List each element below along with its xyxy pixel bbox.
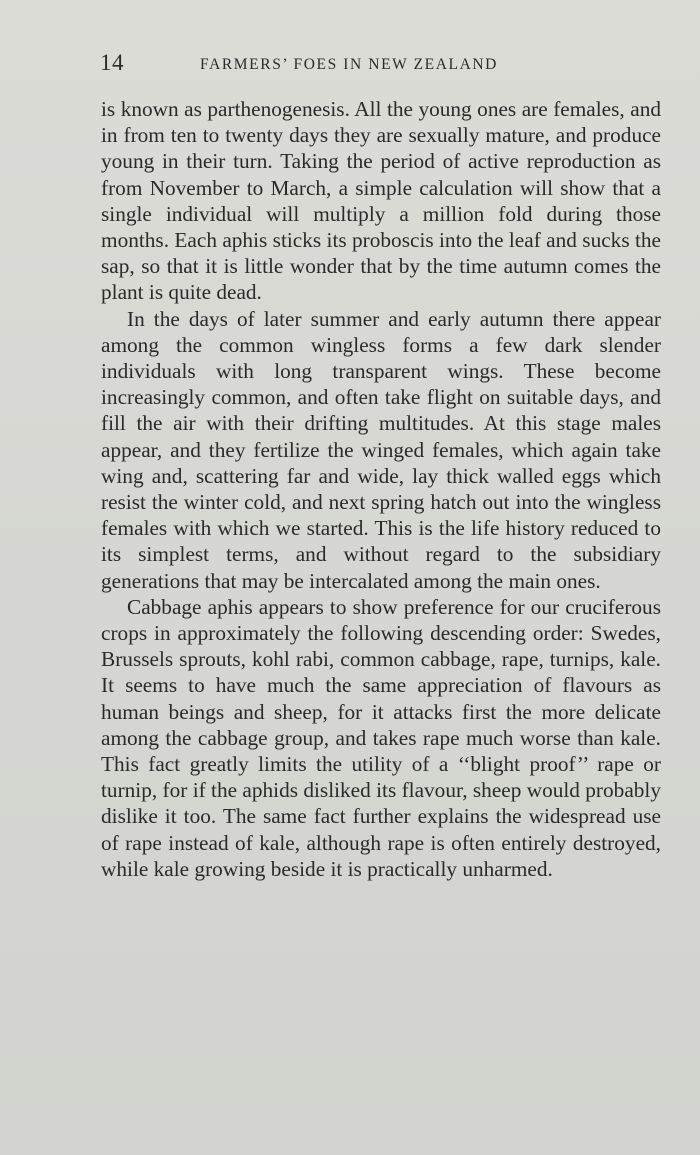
body-text <box>101 96 661 882</box>
paragraph-1: is known as parthenogenesis. All the young ones are females, and in from ten to twenty days they are sexually mature, and produce young in their turn. Taking the period of active reproduction as from November to March, a simple calculation will show that a single individual will multiply a million fold during those months. Each aphis sticks its proboscis into the leaf and sucks the sap, so that it is little wonder that by the time autumn comes the plant is quite dead. <box>101 97 661 305</box>
paragraph-3: Cabbage aphis appears to show preference for our cruciferous crops in approximately the following descending order: Swedes, Brussels sprouts, kohl rabi, common cabbage, rape, turnips, kale. It seems to have much the same appreciation of flavours as human beings and sheep, for it attacks first the more delicate among the cabbage group, and takes rape much worse than kale. This fact greatly limits the utility of a ‘‘blight proof’’ rape or turnip, for if the aphids disliked its flavour, sheep would probably dislike it too. The same fact further explains the widespread use of rape instead of kale, although rape is often entirely destroyed, while kale growing beside it is practically unharmed. <box>101 594 661 881</box>
page-header <box>100 48 662 78</box>
running-head: FARMERS’ FOES IN NEW ZEALAND <box>200 56 498 73</box>
page-number: 14 <box>100 50 124 75</box>
paragraph-2: In the days of later summer and early autumn there appear among the common wingless forms a few dark slender individuals with long transparent wings. These become increasingly common, and often take flight on suitable days, and fill the air with their drifting multitudes. At this stage males appear, and they fertilize the winged females, which again take wing and, scattering far and wide, lay thick walled eggs which resist the winter cold, and next spring hatch out into the wingless females with which we started. This is the life history reduced to its simplest terms, and without regard to the subsidiary generations that may be intercalated among the main ones. <box>101 306 661 593</box>
